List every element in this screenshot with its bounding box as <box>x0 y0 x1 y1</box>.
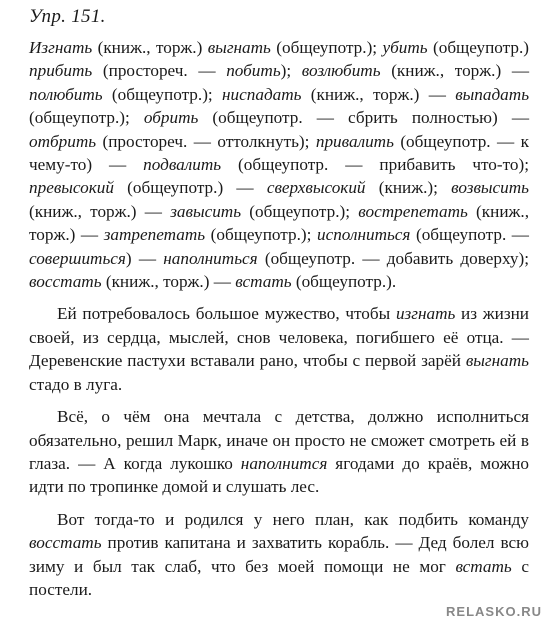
entry-note: (книж., торж.) — <box>380 61 530 81</box>
entry-word: возлюбить <box>301 61 381 81</box>
paragraph-text: с постели. <box>29 556 529 599</box>
highlighted-word: изгнать <box>395 304 456 324</box>
highlighted-word: встать <box>455 556 512 576</box>
entry-note: (общеупотр.); <box>29 108 130 128</box>
exercise-title: Упр. 151. <box>29 6 106 27</box>
paragraph-text: Вот тогда-то и родился у него план, как подбить команду <box>57 509 529 529</box>
entry-note: (простореч. — оттолкнуть); <box>96 131 310 151</box>
entry-word: сверхвысокий <box>266 178 366 198</box>
highlighted-word: выгнать <box>465 351 529 371</box>
example-paragraph <box>29 405 529 499</box>
entry-note: (общеупотр.). <box>291 272 397 292</box>
entry-note: (книж.); <box>365 178 438 198</box>
entry-word: побить <box>226 61 281 81</box>
entry-note: (общеупотр.); <box>205 225 312 245</box>
paragraph-text: Ей потребовалось большое мужество, чтобы <box>57 304 396 324</box>
entry-note: (простореч. — <box>92 61 216 81</box>
entry-word: совершиться <box>29 248 126 268</box>
entry-note: ); <box>280 61 292 81</box>
entry-word: привалить <box>315 131 394 151</box>
entry-word: прибить <box>29 61 93 81</box>
exercise-page <box>29 6 529 601</box>
entry-note: (общеупотр. — сбрить полностью) — <box>198 108 530 128</box>
entry-word: исполниться <box>316 225 411 245</box>
entry-word: выгнать <box>207 38 271 57</box>
entry-note: (общеупотр.); <box>102 84 213 104</box>
entry-word: ниспадать <box>222 84 302 104</box>
entry-note: (общеупотр. — добавить доверху); <box>257 248 529 268</box>
entry-note: (книж., торж.) — <box>29 201 162 221</box>
entry-word: затрепетать <box>103 225 206 245</box>
entry-note: (общеупотр.); <box>270 38 378 57</box>
entry-word: вострепетать <box>358 201 468 221</box>
entry-note: (общеупотр. — <box>410 225 529 245</box>
highlighted-word: восстать <box>29 533 102 553</box>
entry-note: (книж., торж.) — <box>29 201 529 245</box>
entry-note: (общеупотр. — прибавить что-то); <box>221 155 529 175</box>
entry-word: превысокий <box>29 178 114 198</box>
paragraph-text: из жизни своей, из сердца, мыслей, снов человека, погибшего её отца. — Деревенские пастухи вставали рано, чтобы с первой зарёй <box>29 304 530 371</box>
paragraph-text: ягодами до краёв, можно идти по тропинке домой и слушать лес. <box>29 453 529 497</box>
paragraph-text: против капитана и захватить корабль. — Дед болел всю зиму и был так слаб, что без моей помощи не мог <box>29 533 529 576</box>
entry-word: выпадать <box>455 84 530 104</box>
paragraph-text: Всё, о чём она мечтала с детства, должно исполниться обязательно, решил Марк, иначе он просто не сможет смотреть ей в глаза. — А когда лукошко <box>29 407 529 473</box>
example-paragraph <box>29 302 529 396</box>
example-paragraph <box>29 508 529 602</box>
entry-word: Изгнать <box>29 38 93 57</box>
entry-word: полюбить <box>29 84 103 104</box>
entry-note: (общеупотр. — к чему-то) — <box>29 131 529 175</box>
example-paragraphs <box>29 302 529 601</box>
entry-note: (общеупотр.) — <box>113 178 254 198</box>
entry-word: встать <box>235 272 292 292</box>
entry-note: (книж., торж.) — <box>301 84 446 104</box>
entry-word: восстать <box>29 272 102 292</box>
entry-note: (общеупотр.) <box>427 38 529 57</box>
entry-note: ) — <box>125 248 157 268</box>
entry-word: возвысить <box>451 178 530 198</box>
entry-word: обрить <box>143 108 199 128</box>
entry-note: (книж., торж.) — <box>101 272 231 292</box>
entry-word: наполниться <box>163 248 258 268</box>
paragraph-text: стадо в луга. <box>29 374 123 394</box>
site-watermark: RELASKO.RU <box>446 604 542 619</box>
word-pairs-list <box>29 36 529 293</box>
entry-note: (общеупотр.); <box>241 201 351 221</box>
highlighted-word: наполнится <box>240 453 328 473</box>
entry-word: отбрить <box>29 131 97 151</box>
entry-note: (книж., торж.) <box>92 38 203 57</box>
entry-word: подвалить <box>143 155 222 175</box>
entry-word: завысить <box>170 201 242 221</box>
entry-word: убить <box>382 38 428 57</box>
